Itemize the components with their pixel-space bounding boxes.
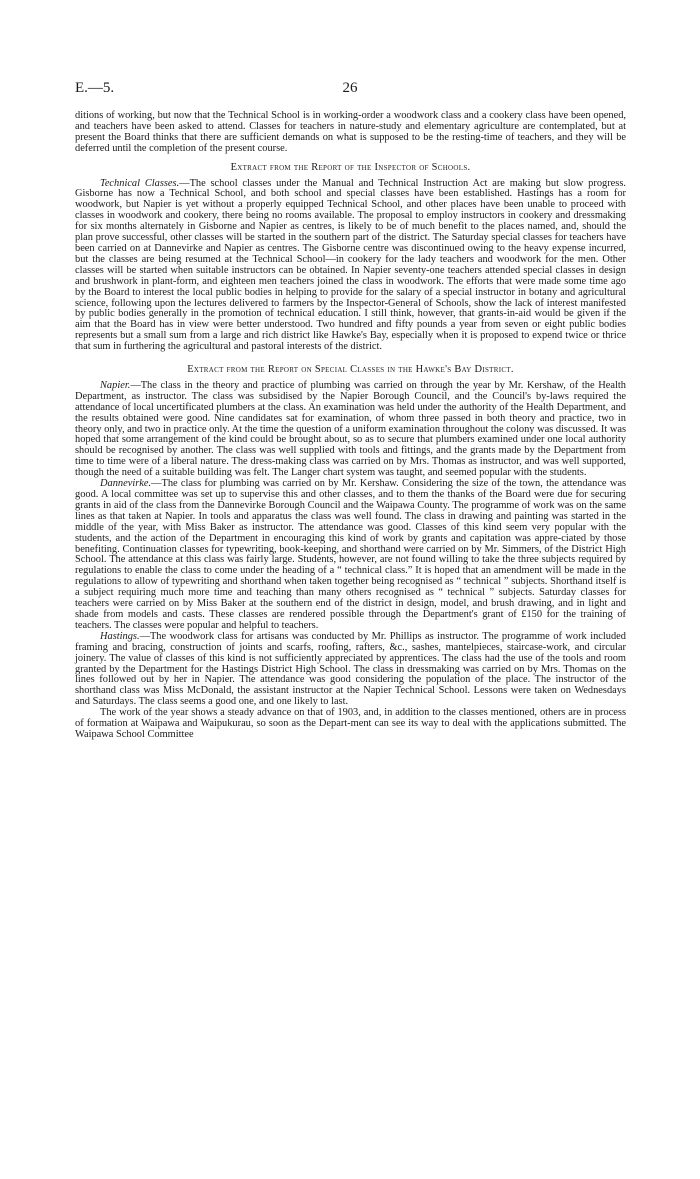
closing-paragraph: The work of the year shows a steady advance on that of 1903, and, in addition to the classes mentioned, others are in process of formation at Waipawa and Waipukurau, so soon as the Depart-ment can see its way to deal with the applications submitted. The Waipawa School Committee [75,707,626,740]
section-heading-inspector: Extract from the Report of the Inspector of Schools. [230,161,471,173]
napier-text: —The class in the theory and practice of plumbing was carried on through the year by Mr. Kershaw, of the Health Department, as instructor. The class was subsidised by the Napier Borough Council, and the Council's by-laws required the attendance of local uncertificated plumbers at the class. An examination was held under the authority of the Health Department, and the results obtained were good. Nine candidates sat for examination, of whom three passed in both theory and practice, two in theory only, and two in practice only. At the time the question of a uniform examination throughout the colony was discussed. It was hoped that some arrangement of the kind could be brought about, so as to secure that plumbers examined under one local authority should be recognised by another. The class was well supplied with tools and fittings, and the grants made by the Department from time to time were of a liberal nature. The dress-making class was carried on by Mrs. Thomas as instructor, and was well supported, though the need of a suitable building was felt. The Langer chart system was taught, and seemed popular with the students. [75,379,626,479]
napier-paragraph [75,381,626,479]
dannevirke-paragraph [75,479,626,632]
hastings-subheading: Hastings. [100,630,140,642]
dannevirke-text: —The class for plumbing was carried on by Mr. Kershaw. Considering the size of the town, the attendance was good. A local committee was set up to supervise this and other classes, and to them the thanks of the Board were due for securing grants in aid of the class from the Dannevirke Borough Council and the Waipawa County. The programme of work was on the same lines as that taken at Napier. In tools and apparatus the class was well found. The class in drawing and painting was started in the middle of the year, with Miss Baker as instructor. The attendance was good. Classes of this kind seem very popular with the students, and the action of the Department in encouraging this kind of work by grants and capitation was appre-ciated by those benefiting. Continuation classes for typewriting, book-keeping, and shorthand were carried on by Mr. Simmers, of the District High School. The attendance at this class was fairly large. Students, however, are not found willing to take the three subjects required by regulations to enable the class to come under the heading of a “ technical class.” It is hoped that an amendment will be made in the regulations to allow of typewriting and shorthand when taken together being recognised as “ technical ” subjects. Shorthand itself is a subject requiring much more time and teaching than many others recognised as “ technical ” subjects. Saturday classes for teachers were carried on by Miss Baker at the southern end of the district in design, model, and brush drawing, and in light and shade from models and casts. These classes are rendered possible through the Department's grant of £150 for the training of teachers. The classes were popular and helpful to teachers. [75,478,626,631]
dannevirke-subheading: Dannevirke. [100,478,152,490]
document-reference: E.—5. [75,80,115,96]
technical-classes-text: —The school classes under the Manual and Technical Instruction Act are making but slow progress. Gisborne has now a Technical School, and both school and special classes have been established. Hastings has a room for woodwork, but Napier is yet without a properly equipped Technical School, and other places have been unable to proceed with classes in woodwork and cookery, there being no rooms available. The proposal to employ instructors in cookery and dressmaking for six months alternately in Gisborne and Napier as centres, is likely to be of much benefit to the places named, and, should the plan prove successful, other classes will be started in the southern part of the district. The Saturday special classes for teachers have been carried on at Dannevirke and Napier as centres. The Gisborne centre was discontinued owing to the heavy expense incurred, but the classes are being resumed at the Technical School—in cookery for the lady teachers and woodwork for the men. Other classes will be started when suitable instructors can be obtained. In Napier seventy-one teachers attended special classes in design and brushwork in plant-form, and eighteen men teachers joined the class in woodwork. The efforts that were made some time ago by the Board to interest the local public bodies in helping to provide for the salary of a special instructor in botany and agricultural science, following upon the lectures delivered to farmers by the Inspector-General of Schools, show the lack of interest manifested by public bodies generally in the promotion of technical education. I still think, however, that grants-in-aid would be given if the aim that the Board has in view were better understood. Two hundred and fifty pounds a year from seven or eight public bodies represents but a small sum from a large and rich district like Hawke's Bay, especially when it is proposed to expend twice or thrice that sum in furthering the agricultural and pastoral interests of the district. [75,177,626,353]
technical-classes-subheading: Technical Classes. [100,177,180,189]
page-number: 26 [342,80,358,96]
hastings-paragraph [75,632,626,708]
technical-classes-paragraph [75,179,626,354]
hastings-text: —The woodwork class for artisans was conducted by Mr. Phillips as instructor. The programme of work included framing and bracing, construction of joints and scarfs, roofing, rafters, &c., sashes, mantelpieces, staircase-work, and circular joinery. The value of classes of this kind is not sufficiently appreciated by apprentices. The class had the use of the tools and room granted by the Department for the Hastings District High School. The class in dressmaking was carried on by Mrs. Thomas on the lines followed out by her in Napier. The attendance was good considering the population of the place. The instructor of the shorthand class was Miss McDonald, the assistant instructor at the Napier Technical School. Lessons were taken on Wednesdays and Saturdays. The class seems a good one, and one likely to last. [75,630,626,708]
intro-paragraph: ditions of working, but now that the Technical School is in working-order a woodwork class and a cookery class have been opened, and teachers have been asked to attend. Classes for teachers in nature-study and elementary agriculture are contemplated, but at present the Board thinks that there are sufficient demands on what is supposed to be the resting-time of teachers, and they will be deferred until the completion of the present course. [75,110,626,154]
napier-subheading: Napier. [100,379,131,391]
section-heading-special-classes: Extract from the Report on Special Classes in the Hawke's Bay District. [187,364,514,376]
page-header [75,80,625,100]
body-text [75,111,626,741]
